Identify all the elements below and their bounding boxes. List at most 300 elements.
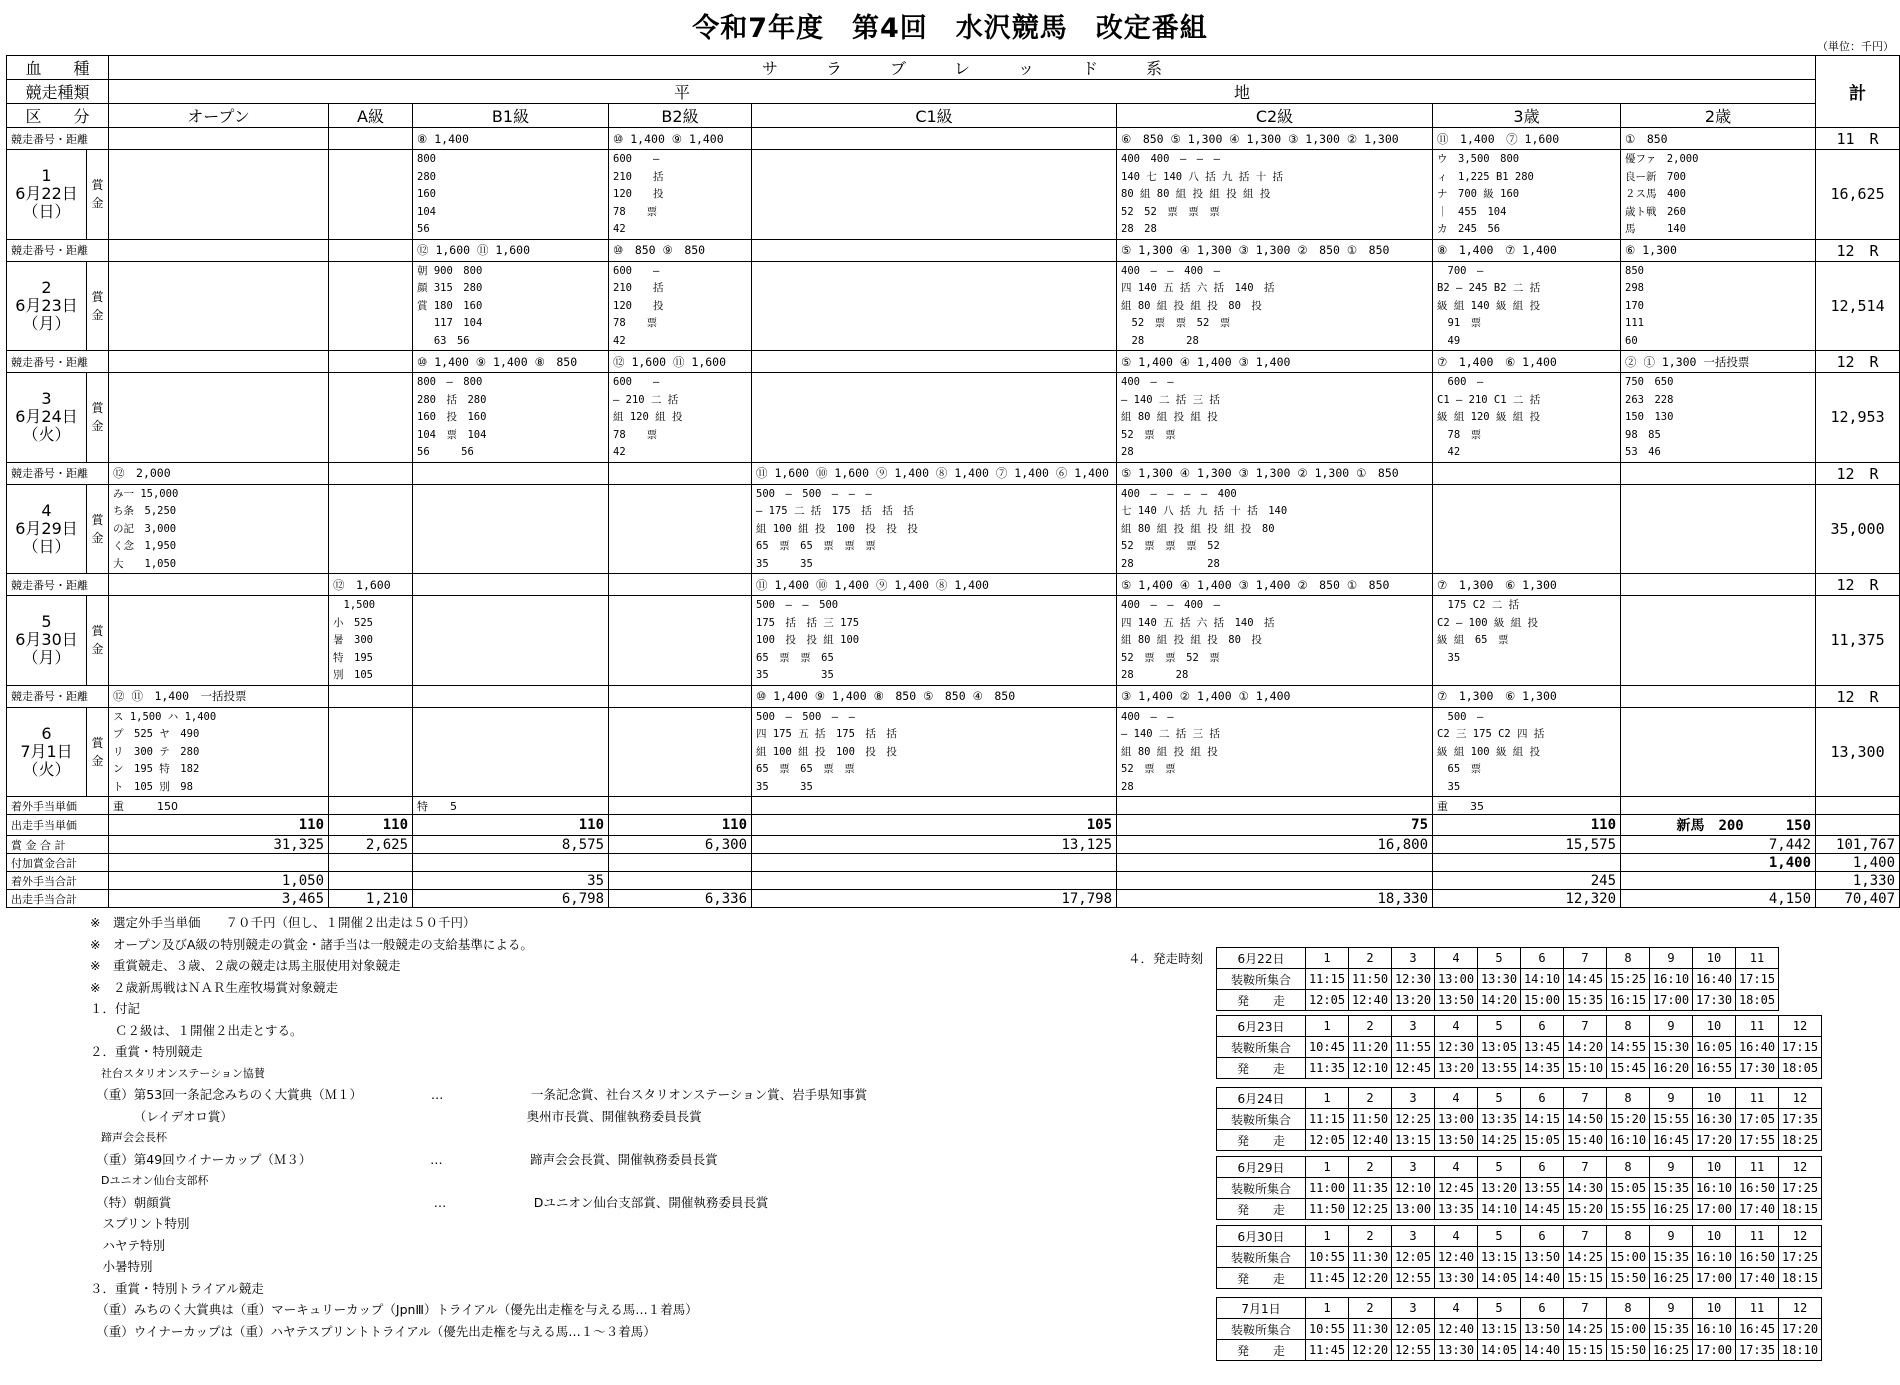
start-time: 16:10	[1607, 1130, 1650, 1151]
prize-row	[7, 707, 1900, 797]
gather-time: 11:15	[1306, 1109, 1349, 1130]
race-number-cell	[752, 128, 1117, 150]
start-time-start-row	[1217, 1268, 1822, 1289]
prize-sum-row-cell: 31,325	[109, 836, 329, 854]
start-label: 発 走	[1217, 1340, 1306, 1361]
prize-cell	[329, 150, 413, 240]
race-number-cell: ⑩ 1,400 ⑨ 1,400	[609, 128, 752, 150]
start-time-gather-row	[1217, 1247, 1822, 1268]
start-time: 15:20	[1564, 1199, 1607, 1220]
start-time: 12:10	[1349, 1058, 1392, 1079]
prize-cell: 600 — — 210 二 括 組 120 組 投 78 票 42	[609, 373, 752, 463]
note-line: （重）みちのく大賞典は（重）マーキュリーカップ（JpnⅢ）トライアル（優先出走権を与える馬…１着馬）	[90, 1302, 698, 1317]
race-number-cell: ⑫ ⑪ 1,400 一括投票	[109, 685, 329, 707]
prize-sum-row-cell: 13,125	[752, 836, 1117, 854]
start-time: 16:45	[1650, 1130, 1693, 1151]
starting-allowance-unit-cell: 105	[752, 815, 1117, 836]
gather-time: 11:35	[1349, 1178, 1392, 1199]
gather-time: 17:05	[1736, 1109, 1779, 1130]
start-time-race-no: 2	[1349, 1226, 1392, 1247]
gather-time: 11:20	[1349, 1037, 1392, 1058]
gather-time: 11:30	[1349, 1247, 1392, 1268]
start-time-header-row	[1217, 1157, 1822, 1178]
race-number-cell: ③ 1,400 ② 1,400 ① 1,400	[1117, 685, 1433, 707]
prize-cell: 優ファ 2,000 良ー新 700 ２ス馬 400 歳ト戦 260 馬 140	[1621, 150, 1816, 240]
gather-time: 14:20	[1564, 1037, 1607, 1058]
prize-cell	[329, 261, 413, 351]
start-time: 16:25	[1650, 1340, 1693, 1361]
gather-time: 11:50	[1349, 969, 1392, 990]
added-prize-sum-row-cell	[752, 854, 1117, 872]
start-time: 17:40	[1736, 1199, 1779, 1220]
race-number-cell: ⑫ 2,000	[109, 462, 329, 484]
race-number-cell	[109, 574, 329, 596]
prize-sum-row-cell: 2,625	[329, 836, 413, 854]
start-time-race-no: 11	[1736, 1016, 1779, 1037]
race-no-distance-label: 競走番号・距離	[7, 239, 109, 261]
race-number-cell: ⑥ 1,300	[1621, 239, 1816, 261]
race-type-value: 平 地	[109, 80, 1816, 104]
note-line: （重）第49回ウイナーカップ（Ｍ３） … 蹄声会会長賞、開催執務委員長賞	[90, 1151, 718, 1167]
gather-time: 14:55	[1607, 1037, 1650, 1058]
starting-allowance-sum-row-cell: 4,150	[1621, 890, 1816, 908]
prize-cell	[609, 484, 752, 574]
race-number-cell: ⑪ 1,400 ⑩ 1,400 ⑨ 1,400 ⑧ 1,400	[752, 574, 1117, 596]
prize-cell: 850 298 170 111 60	[1621, 261, 1816, 351]
race-no-distance-label: 競走番号・距離	[7, 351, 109, 373]
start-time-start-row	[1217, 1130, 1822, 1151]
prize-total: 12,514	[1816, 261, 1900, 351]
start-time-date: 6月29日	[1217, 1157, 1306, 1178]
division-header: 2歳	[1621, 104, 1816, 128]
start-time: 18:15	[1779, 1199, 1822, 1220]
race-number-cell	[329, 128, 413, 150]
start-time: 17:00	[1693, 1199, 1736, 1220]
extra-allowance-sum-row-cell	[329, 872, 413, 890]
starting-allowance-unit-row	[7, 815, 1900, 836]
prize-cell: 500 — C2 三 175 C2 四 括 級 組 100 級 組 投 65 票 35	[1433, 707, 1621, 797]
note-line: 社台スタリオンステーション協賛	[90, 1066, 265, 1080]
start-label: 発 走	[1217, 1130, 1306, 1151]
starting-allowance-sum-row-cell: 1,210	[329, 890, 413, 908]
gather-time: 14:10	[1521, 969, 1564, 990]
start-time: 15:15	[1564, 1340, 1607, 1361]
start-time-gather-row	[1217, 969, 1779, 990]
race-number-cell: ⑫ 1,600 ⑪ 1,600	[609, 351, 752, 373]
note-line: ２．重賞・特別競走	[90, 1044, 203, 1059]
start-time-race-no: 10	[1693, 1298, 1736, 1319]
race-number-cell	[413, 574, 609, 596]
extra-allowance-sum-row-cell	[1117, 872, 1433, 890]
day-label: 3 6月24日 （火）	[7, 373, 87, 463]
start-time: 14:40	[1521, 1268, 1564, 1289]
race-number-cell	[413, 685, 609, 707]
start-time-start-row	[1217, 1058, 1822, 1079]
note-line: （重）ウイナーカップは（重）ハヤテスプリントトライアル（優先出走権を与える馬…１～３着馬）	[90, 1323, 656, 1339]
start-time-race-no: 4	[1435, 1016, 1478, 1037]
start-time: 15:00	[1521, 990, 1564, 1011]
prize-cell	[329, 484, 413, 574]
gather-time: 12:30	[1435, 1037, 1478, 1058]
races-total: 12 R	[1816, 351, 1900, 373]
start-time: 16:20	[1650, 1058, 1693, 1079]
start-time-race-no: 3	[1392, 948, 1435, 969]
prize-cell	[752, 261, 1117, 351]
prize-sum-row-label: 賞 金 合 計	[7, 836, 109, 854]
blood-value: サ ラ ブ レ ッ ド 系	[109, 56, 1816, 80]
division-header: A級	[329, 104, 413, 128]
start-time: 12:05	[1306, 1130, 1349, 1151]
prize-cell	[109, 261, 329, 351]
start-time: 12:45	[1392, 1058, 1435, 1079]
prize-cell: み一 15,000 ち条 5,250 の記 3,000 く念 1,950 大 1,050	[109, 484, 329, 574]
start-time: 15:55	[1607, 1199, 1650, 1220]
gather-time: 14:45	[1564, 969, 1607, 990]
prize-label: 賞 金	[87, 150, 109, 240]
start-time-race-no: 8	[1607, 1016, 1650, 1037]
prize-label: 賞 金	[87, 707, 109, 797]
starting-allowance-sum-row-cell: 18,330	[1117, 890, 1433, 908]
start-time-race-no: 4	[1435, 1157, 1478, 1178]
gather-time: 13:15	[1478, 1319, 1521, 1340]
start-time-race-no: 3	[1392, 1088, 1435, 1109]
race-number-cell	[752, 351, 1117, 373]
race-number-cell	[109, 239, 329, 261]
start-time: 12:05	[1306, 990, 1349, 1011]
starting-allowance-sum-row-cell: 6,798	[413, 890, 609, 908]
prize-cell	[1621, 707, 1816, 797]
starting-allowance-sum-row-label: 出走手当合計	[7, 890, 109, 908]
starting-allowance-sum-row	[7, 890, 1900, 908]
day-label: 2 6月23日 （月）	[7, 261, 87, 351]
race-number-cell	[329, 462, 413, 484]
race-number-cell	[329, 239, 413, 261]
gather-time: 16:10	[1650, 969, 1693, 990]
starting-allowance-sum-row-cell: 3,465	[109, 890, 329, 908]
start-time-header-row	[1217, 1016, 1822, 1037]
gather-time: 16:05	[1693, 1037, 1736, 1058]
race-number-cell: ⑤ 1,300 ④ 1,300 ③ 1,300 ② 850 ① 850	[1117, 239, 1433, 261]
start-time-header-row	[1217, 1298, 1822, 1319]
extra-allowance-sum-row-cell	[752, 872, 1117, 890]
start-time: 13:20	[1435, 1058, 1478, 1079]
race-number-cell	[752, 239, 1117, 261]
start-time-table	[1216, 1015, 1822, 1079]
race-no-distance-label: 競走番号・距離	[7, 685, 109, 707]
race-number-cell	[609, 462, 752, 484]
extra-allowance-unit-cell: 重 35	[1433, 797, 1621, 815]
prize-cell: 400 400 — — — 140 七 140 八 括 九 括 十 括 80 組 80 組 投 組 投 組 投 52 52 票 票 票 28 28	[1117, 150, 1433, 240]
prize-label: 賞 金	[87, 373, 109, 463]
start-time-start-row	[1217, 1340, 1822, 1361]
race-number-cell	[609, 685, 752, 707]
race-number-cell	[329, 351, 413, 373]
start-time: 15:10	[1564, 1058, 1607, 1079]
start-time: 12:40	[1349, 1130, 1392, 1151]
starting-allowance-unit-cell: 新馬 200 150	[1621, 815, 1816, 836]
start-time-race-no: 2	[1349, 1157, 1392, 1178]
start-time-race-no: 6	[1521, 1016, 1564, 1037]
start-label: 発 走	[1217, 1058, 1306, 1079]
start-time: 13:50	[1435, 1130, 1478, 1151]
start-time-race-no: 1	[1306, 1298, 1349, 1319]
prize-cell: 500 — 500 — — — — 175 二 括 175 括 括 括 組 100 組 投 100 投 投 投 65 票 65 票 票 票 35 35	[752, 484, 1117, 574]
starting-allowance-sum-row-cell: 12,320	[1433, 890, 1621, 908]
start-time-race-no: 11	[1736, 1226, 1779, 1247]
start-time-date: 6月24日	[1217, 1088, 1306, 1109]
start-time: 16:55	[1693, 1058, 1736, 1079]
start-time: 18:15	[1779, 1268, 1822, 1289]
gather-time: 15:00	[1607, 1319, 1650, 1340]
starting-allowance-unit-total	[1816, 815, 1900, 836]
gather-time: 14:50	[1564, 1109, 1607, 1130]
extra-allowance-unit-cell: 重 150	[109, 797, 329, 815]
race-number-cell: ⑪ 1,600 ⑩ 1,600 ⑨ 1,400 ⑧ 1,400 ⑦ 1,400 ⑥ 1,400	[752, 462, 1117, 484]
gather-time: 13:50	[1521, 1319, 1564, 1340]
start-time: 16:25	[1650, 1199, 1693, 1220]
start-time: 18:10	[1779, 1340, 1822, 1361]
added-prize-sum-row-total: 1,400	[1816, 854, 1900, 872]
note-line: （特）朝顔賞 … Dユニオン仙台支部賞、開催執務委員長賞	[90, 1194, 769, 1210]
start-time: 13:00	[1392, 1199, 1435, 1220]
prize-cell: 175 C2 二 括 C2 — 100 級 組 投 級 組 65 票 35	[1433, 596, 1621, 686]
prize-sum-row-total: 101,767	[1816, 836, 1900, 854]
gather-time: 12:30	[1392, 969, 1435, 990]
start-time-start-row	[1217, 1199, 1822, 1220]
prize-total: 35,000	[1816, 484, 1900, 574]
start-time-race-no: 9	[1650, 1088, 1693, 1109]
prize-cell	[752, 150, 1117, 240]
race-number-cell: ⑧ 1,400 ⑦ 1,400	[1433, 239, 1621, 261]
race-number-row	[7, 574, 1900, 596]
start-time-race-no: 8	[1607, 948, 1650, 969]
starting-allowance-unit-cell: 110	[413, 815, 609, 836]
races-total: 12 R	[1816, 574, 1900, 596]
day-label: 5 6月30日 （月）	[7, 596, 87, 686]
note-line: スプリント特別	[90, 1216, 190, 1231]
extra-allowance-sum-row	[7, 872, 1900, 890]
start-time: 17:00	[1650, 990, 1693, 1011]
race-number-cell: ⑦ 1,300 ⑥ 1,300	[1433, 574, 1621, 596]
start-time: 16:25	[1650, 1268, 1693, 1289]
start-time-race-no: 12	[1779, 1157, 1822, 1178]
start-time: 11:50	[1306, 1199, 1349, 1220]
start-time-race-no: 1	[1306, 1157, 1349, 1178]
start-time: 13:15	[1392, 1130, 1435, 1151]
start-time: 17:20	[1693, 1130, 1736, 1151]
note-line: ハヤテ特別	[90, 1237, 166, 1253]
start-time: 13:30	[1435, 1340, 1478, 1361]
note-line: ※ オープン及びA級の特別競走の賞金・諸手当は一般競走の支給基準による。	[90, 936, 533, 952]
starting-allowance-unit-cell: 110	[109, 815, 329, 836]
gather-time: 14:25	[1564, 1247, 1607, 1268]
extra-allowance-sum-row-cell	[1621, 872, 1816, 890]
gather-time: 16:10	[1693, 1319, 1736, 1340]
gather-time: 13:50	[1521, 1247, 1564, 1268]
day-label: 6 7月1日 （火）	[7, 707, 87, 797]
division-header: B1級	[413, 104, 609, 128]
gather-time: 15:35	[1650, 1247, 1693, 1268]
prize-cell	[752, 373, 1117, 463]
races-total: 11 R	[1816, 128, 1900, 150]
gather-time: 12:40	[1435, 1319, 1478, 1340]
start-time: 18:25	[1779, 1130, 1822, 1151]
note-line: ３．重賞・特別トライアル競走	[90, 1280, 264, 1296]
start-time: 17:00	[1693, 1340, 1736, 1361]
start-time-race-no: 11	[1736, 1088, 1779, 1109]
blood-row	[7, 56, 1900, 80]
race-type-row	[7, 80, 1900, 104]
gather-time: 17:35	[1779, 1109, 1822, 1130]
start-time-race-no: 1	[1306, 1016, 1349, 1037]
start-time: 17:30	[1693, 990, 1736, 1011]
extra-allowance-sum-row-cell: 1,050	[109, 872, 329, 890]
start-time-race-no: 9	[1650, 1226, 1693, 1247]
gather-time: 15:55	[1650, 1109, 1693, 1130]
start-time-race-no: 1	[1306, 1088, 1349, 1109]
prize-cell: 500 — 500 — — 四 175 五 括 175 括 括 組 100 組 投 100 投 投 65 票 65 票 票 35 35	[752, 707, 1117, 797]
race-number-row	[7, 128, 1900, 150]
start-time-race-no: 6	[1521, 1088, 1564, 1109]
gather-time: 11:30	[1349, 1319, 1392, 1340]
added-prize-sum-row-cell	[413, 854, 609, 872]
prize-cell	[1621, 596, 1816, 686]
extra-allowance-unit-cell	[1117, 797, 1433, 815]
start-time-race-no: 4	[1435, 1088, 1478, 1109]
race-number-cell: ⑩ 1,400 ⑨ 1,400 ⑧ 850	[413, 351, 609, 373]
prize-cell: 400 — — — — 400 七 140 八 括 九 括 十 括 140 組 80 組 投 組 投 組 投 80 52 票 票 票 52 28 28	[1117, 484, 1433, 574]
note-line: （レイデオロ賞） 奥州市長賞、開催執務委員長賞	[90, 1108, 702, 1124]
start-time: 12:40	[1349, 990, 1392, 1011]
start-time: 18:05	[1736, 990, 1779, 1011]
race-number-row	[7, 351, 1900, 373]
prize-cell	[609, 596, 752, 686]
gather-time: 12:05	[1392, 1247, 1435, 1268]
gather-time: 13:00	[1435, 969, 1478, 990]
prize-cell: 800 — 800 280 括 280 160 投 160 104 票 104 56 56	[413, 373, 609, 463]
starting-allowance-unit-cell: 110	[609, 815, 752, 836]
start-time: 17:35	[1736, 1340, 1779, 1361]
gather-time: 16:45	[1736, 1319, 1779, 1340]
added-prize-sum-row-cell	[1433, 854, 1621, 872]
race-number-cell	[1621, 685, 1816, 707]
race-number-cell: ⑫ 1,600 ⑪ 1,600	[413, 239, 609, 261]
gather-time: 13:20	[1478, 1178, 1521, 1199]
start-time-race-no: 5	[1478, 1088, 1521, 1109]
start-time-race-no: 8	[1607, 1226, 1650, 1247]
race-number-cell: ⑤ 1,400 ④ 1,400 ③ 1,400 ② 850 ① 850	[1117, 574, 1433, 596]
gather-time: 17:15	[1736, 969, 1779, 990]
gather-time: 12:25	[1392, 1109, 1435, 1130]
start-time: 15:50	[1607, 1268, 1650, 1289]
prize-sum-row	[7, 836, 1900, 854]
note-line: Ｃ２級は、１開催２出走とする。	[90, 1022, 303, 1038]
gather-time: 11:00	[1306, 1178, 1349, 1199]
note-line: （重）第53回一条記念みちのく大賞典（Ｍ１） … 一条記念賞、社台スタリオンステーション賞、岩手県知事賞	[90, 1087, 868, 1102]
note-line: 小暑特別	[90, 1259, 153, 1274]
added-prize-sum-row-cell	[109, 854, 329, 872]
start-time-gather-row	[1217, 1319, 1822, 1340]
gather-time: 17:25	[1779, 1247, 1822, 1268]
starting-allowance-sum-row-cell: 6,336	[609, 890, 752, 908]
race-number-cell	[1433, 462, 1621, 484]
start-time-race-no: 2	[1349, 1016, 1392, 1037]
gather-time: 15:35	[1650, 1319, 1693, 1340]
start-time-race-no: 5	[1478, 1298, 1521, 1319]
start-time: 15:15	[1564, 1268, 1607, 1289]
race-number-cell: ① 850	[1621, 128, 1816, 150]
start-time-race-no: 3	[1392, 1016, 1435, 1037]
races-total: 12 R	[1816, 685, 1900, 707]
gather-time: 16:30	[1693, 1109, 1736, 1130]
prize-cell: 700 — B2 — 245 B2 二 括 級 組 140 級 組 投 91 票 49	[1433, 261, 1621, 351]
note-line: ※ ２歳新馬戦はＮＡＲ生産牧場賞対象競走	[90, 979, 338, 995]
gather-time: 11:55	[1392, 1037, 1435, 1058]
prize-cell	[1433, 484, 1621, 574]
race-number-cell: ⑤ 1,300 ④ 1,300 ③ 1,300 ② 1,300 ① 850	[1117, 462, 1433, 484]
start-label: 発 走	[1217, 1268, 1306, 1289]
prize-sum-row-cell: 6,300	[609, 836, 752, 854]
extra-allowance-sum-row-cell	[609, 872, 752, 890]
start-time-race-no: 1	[1306, 948, 1349, 969]
extra-allowance-sum-row-label: 着外手当合計	[7, 872, 109, 890]
starting-allowance-unit-label: 出走手当単価	[7, 815, 109, 836]
start-time-race-no: 10	[1693, 948, 1736, 969]
race-no-distance-label: 競走番号・距離	[7, 462, 109, 484]
prize-cell	[109, 596, 329, 686]
gather-time: 13:05	[1478, 1037, 1521, 1058]
start-time-race-no: 9	[1650, 948, 1693, 969]
start-time-race-no: 10	[1693, 1226, 1736, 1247]
total-header: 計	[1816, 56, 1900, 128]
start-time-race-no: 2	[1349, 1298, 1392, 1319]
start-times-label: ４．発走時刻	[1128, 951, 1204, 966]
start-time: 14:05	[1478, 1268, 1521, 1289]
extra-allowance-unit-cell	[752, 797, 1117, 815]
start-time-race-no: 1	[1306, 1226, 1349, 1247]
start-time: 15:40	[1564, 1130, 1607, 1151]
prize-cell	[109, 150, 329, 240]
notes-section	[90, 912, 1140, 1342]
page-title: 令和7年度 第4回 水沢競馬 改定番組	[692, 13, 1208, 44]
start-time-race-no: 7	[1564, 1088, 1607, 1109]
added-prize-sum-row-cell	[329, 854, 413, 872]
extra-allowance-sum-row-cell: 35	[413, 872, 609, 890]
prize-sum-row-cell: 16,800	[1117, 836, 1433, 854]
race-number-row	[7, 685, 1900, 707]
start-time-race-no: 6	[1521, 1298, 1564, 1319]
gather-time: 16:10	[1693, 1247, 1736, 1268]
start-time-race-no: 9	[1650, 1157, 1693, 1178]
race-number-cell	[329, 685, 413, 707]
start-time-race-no: 8	[1607, 1157, 1650, 1178]
division-header: C2級	[1117, 104, 1433, 128]
start-time-race-no: 7	[1564, 948, 1607, 969]
start-time-date: 6月23日	[1217, 1016, 1306, 1037]
prize-cell: 1,500 小 525 暑 300 特 195 別 105	[329, 596, 413, 686]
prize-cell: 800 280 160 104 56	[413, 150, 609, 240]
gather-time: 15:00	[1607, 1247, 1650, 1268]
gather-time: 12:45	[1435, 1178, 1478, 1199]
start-time: 13:20	[1392, 990, 1435, 1011]
prize-row	[7, 150, 1900, 240]
start-time: 17:55	[1736, 1130, 1779, 1151]
prize-cell: 600 — 210 括 120 投 78 票 42	[609, 150, 752, 240]
gather-time: 15:30	[1650, 1037, 1693, 1058]
note-line: １．付記	[90, 1001, 141, 1016]
prize-sum-row-cell: 15,575	[1433, 836, 1621, 854]
race-no-distance-label: 競走番号・距離	[7, 574, 109, 596]
